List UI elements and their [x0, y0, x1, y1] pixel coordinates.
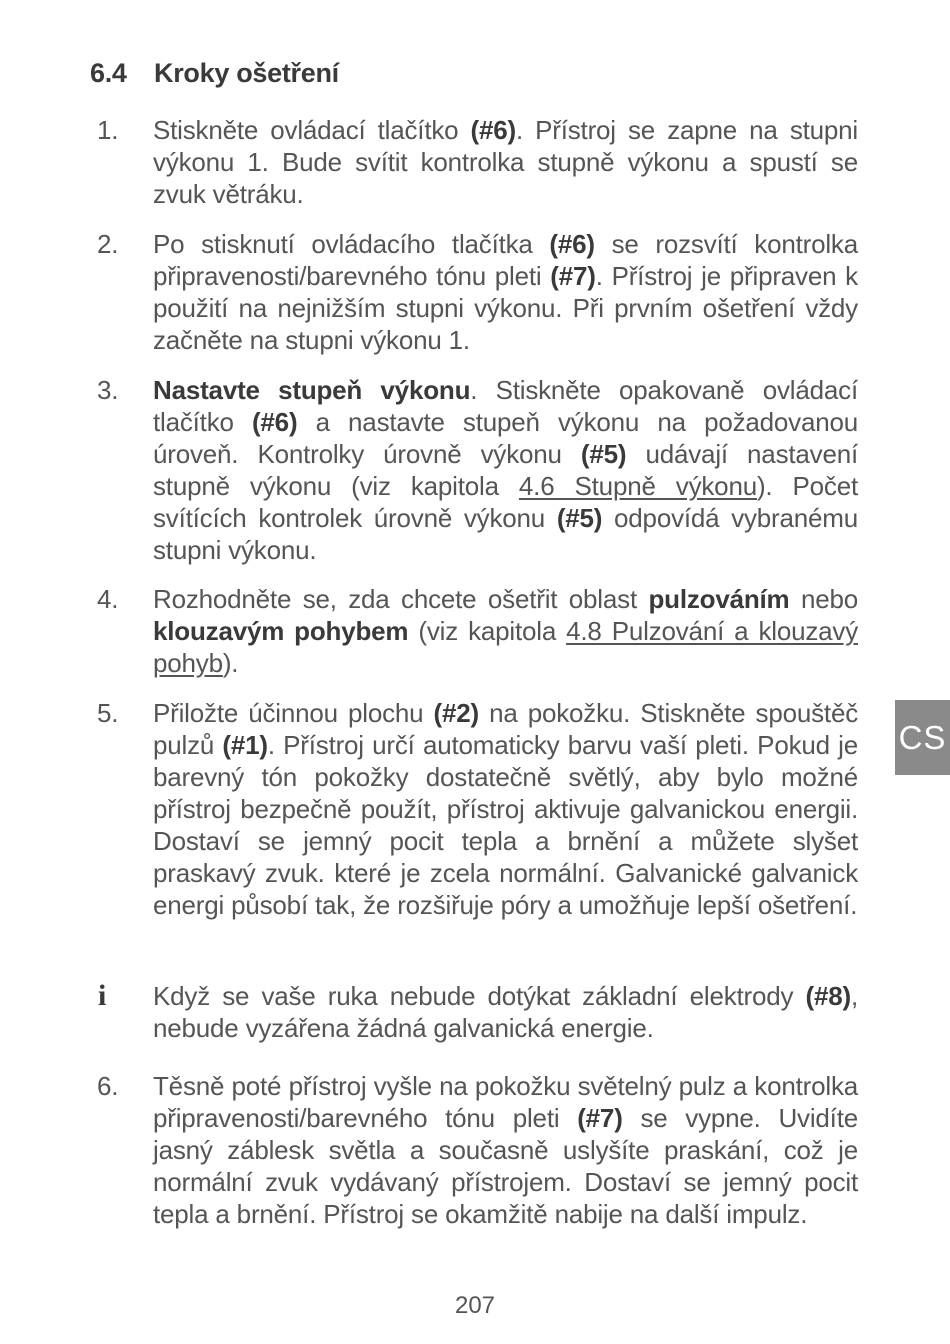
step-text	[153, 228, 858, 356]
step-item-3	[0, 374, 858, 566]
note-text	[153, 980, 858, 1044]
step-number: 3.	[97, 375, 119, 405]
text-run: Těsně poté přístroj vyšle na pokožku světelný pulz a kontrolka připravenosti/barevného tónu pleti	[153, 1071, 858, 1133]
page-number: 207	[454, 1292, 496, 1319]
text-run: nebo	[789, 584, 858, 614]
language-tab: CS	[895, 700, 950, 775]
bold-run: (#6)	[549, 229, 595, 259]
section-heading	[90, 58, 339, 89]
step-number: 6.	[97, 1071, 119, 1101]
bold-run: pulzováním	[648, 584, 790, 614]
text-run: udávají nastavení stupně výkonu (viz kapitola	[153, 439, 858, 501]
text-run: . Přístroj se zapne na stupni výkonu 1. Bude svítit kontrolka stupně výkonu a spustí se zvuk větráku.	[153, 115, 858, 209]
bold-run: Nastavte stupeň výkonu	[153, 375, 471, 405]
step-item-4	[0, 583, 858, 679]
bold-run: (#6)	[470, 115, 516, 145]
text-run: odpovídá vybranému stupni výkonu.	[153, 503, 859, 565]
step-item-5	[0, 697, 858, 921]
bold-run: (#8)	[805, 981, 851, 1011]
section-title: Kroky ošetření	[154, 58, 339, 88]
text-run: . Přístroj je připraven k použití na nejnižším stupni výkonu. Při prvním ošetření vždy začněte na stupni výkonu 1.	[153, 261, 858, 355]
step-number: 1.	[97, 115, 119, 145]
text-run: na pokožku. Stiskněte spouštěč pulzů	[153, 698, 859, 760]
step-text	[153, 374, 858, 566]
bold-run: (#5)	[556, 503, 603, 533]
text-run: Přiložte účinnou plochu	[153, 698, 434, 728]
section-number: 6.4	[90, 58, 127, 88]
info-note	[0, 980, 858, 1044]
step-number: 2.	[97, 229, 119, 259]
bold-run: klouzavým pohybem	[153, 616, 409, 646]
text-run: Když se vaše ruka nebude dotýkat základní elektrody	[153, 981, 806, 1011]
bold-run: (#5)	[580, 439, 627, 469]
step-item-2	[0, 228, 858, 356]
step-item-6	[0, 1070, 858, 1230]
step-item-1	[0, 114, 858, 210]
step-text	[153, 1070, 858, 1230]
text-run: ). Počet svítících kontrolek úrovně výkonu	[153, 471, 858, 533]
chapter-reference-link[interactable]: 4.6 Stupně výkonu	[518, 471, 757, 501]
text-run: Stiskněte ovládací tlačítko	[153, 115, 471, 145]
text-run: Po stisknutí ovládacího tlačítka	[153, 229, 550, 259]
text-run: se rozsvítí kontrolka připravenosti/barevného tónu pleti	[153, 229, 858, 291]
bold-run: (#7)	[577, 1103, 623, 1133]
step-number: 4.	[97, 584, 119, 614]
step-number: 5.	[97, 698, 119, 728]
bold-run: (#6)	[251, 407, 298, 437]
bold-run: (#1)	[222, 730, 268, 760]
text-run: , nebude vyzářena žádná galvanická energie.	[153, 981, 858, 1043]
text-run: . Stiskněte opakovaně ovládací tlačítko	[153, 375, 858, 437]
info-icon: i	[98, 979, 107, 1012]
text-run: ).	[222, 648, 239, 678]
text-run: se vypne. Uvidíte jasný záblesk světla a současně uslyšíte praskání, což je normální zvuk vydávaný přístrojem. Dostaví se jemný pocit tepla a brnění. Přístroj se okamžitě nabije na další impulz.	[153, 1103, 858, 1229]
text-run: Rozhodněte se, zda chcete ošetřit oblast	[153, 584, 649, 614]
bold-run: (#7)	[550, 261, 596, 291]
bold-run: (#2)	[433, 698, 479, 728]
step-text	[153, 583, 858, 679]
text-run: . Přístroj určí automaticky barvu vaší pleti. Pokud je barevný tón pokožky dostatečně světlý, aby bylo možné přístroj bezpečně použít, přístroj aktivuje galvanickou energii. Dostaví se jemný pocit tepla a brnění a můžete slyšet praskavý zvuk. které je zcela normální. Galvanické galvanick energi působí tak, že rozšiřuje póry a umožňuje lepší ošetření.	[153, 730, 858, 920]
text-run: a nastavte stupeň výkonu na požadovanou úroveň. Kontrolky úrovně výkonu	[153, 407, 859, 469]
step-text	[153, 697, 858, 921]
step-text	[153, 114, 858, 210]
chapter-reference-link[interactable]: 4.8 Pulzování a klouzavý pohyb	[153, 616, 858, 678]
text-run: (viz kapitola	[408, 616, 567, 646]
